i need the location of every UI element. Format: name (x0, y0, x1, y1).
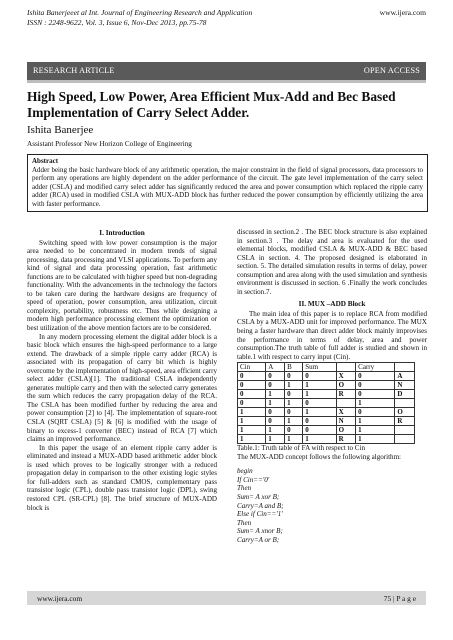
table-header-cell (336, 363, 356, 372)
table-header-row (238, 363, 415, 372)
table-row (238, 426, 415, 435)
table-row (238, 372, 415, 381)
running-header (27, 8, 426, 28)
table-header-cell: B (285, 363, 303, 372)
table-cell: 1 (356, 426, 395, 435)
table-cell: 1 (356, 417, 395, 426)
author-name: Ishita Banerjee (27, 124, 94, 136)
table-header-cell: Cin (238, 363, 266, 372)
abstract-text: Adder being the basic hardware block of any arithmetic operation, the major constraint in the field of signal processors, data processors to perform any operations are highly dependent on the adder performance of the circuit. The gate level implementation of the carry select adder (CSLA) and modified carry select adder has significantly reduced the area and power consumption which replaced the ripple carry adder (RCA) used in modified CSLA with MUX-ADD block has further reduced the power consumption by efficiently utilizing the area with faster performance. (32, 165, 423, 208)
table-cell: O (395, 408, 415, 417)
table-cell: 0 (303, 372, 336, 381)
table-cell: 1 (285, 399, 303, 408)
table-cell: X (336, 372, 356, 381)
table-header-cell: Sum (303, 363, 336, 372)
left-column (27, 228, 217, 512)
table-header-cell (395, 363, 415, 372)
table-cell: 1 (238, 426, 266, 435)
table-row (238, 417, 415, 426)
paper-title: High Speed, Low Power, Area Efficient Mux-Add and Bec Based Implementation of Carry Select Adder. (27, 89, 396, 120)
table-row (238, 399, 415, 408)
section-heading-mux-add: II. MUX –ADD Block (298, 300, 366, 309)
footer-url-link[interactable]: www.ijera.com (37, 594, 83, 603)
table-cell: 1 (238, 417, 266, 426)
table-cell: 0 (266, 408, 285, 417)
code-line: Carry=A or B; (237, 536, 280, 545)
table-cell: 1 (303, 390, 336, 399)
table-cell: 0 (285, 426, 303, 435)
code-line: begin (237, 467, 253, 476)
code-line: Then (237, 484, 252, 493)
table-cell: N (395, 381, 415, 390)
table-cell: 0 (356, 390, 395, 399)
paragraph: discussed in section.2 . The BEC block structure is also explained in section.3 . The delay and area is evaluated for the used elemental blocks, modified CSLA & MUX-ADD & BEC based CSLA in section. 4. The proposed designed is elaborated in section. 5. The detailed simulation results in terms of delay, power consumption and area along with the used simulation and synthesis environment is discussed in section. 6 .Finally the work concludes in section.7. (237, 228, 427, 296)
table-cell: 1 (303, 381, 336, 390)
table-cell: 1 (266, 435, 285, 444)
research-article-label: RESEARCH ARTICLE (33, 66, 115, 75)
open-access-label: OPEN ACCESS (363, 66, 420, 75)
paragraph: In any modern processing element the digital adder block is a basic block which ensures the high-speed performance to a large extend. The drawback of a simple ripple carry adder (RCA) is associated with its propagation of carry bit which is highly overcome by the implementation of high-speed, area efficient carry select adder (CSLA)[1]. The traditional CSLA independently generates multiple carry and then with the selected carry generates the sum which reduces the carry propagation delay of the RCA. The CSLA has been modified further by reducing the area and power consumption [2] to [4]. The implementation of square-root CSLA (SQRT CSLA) [5] & [6] is modified with the usage of binary to excess-1 converter (BEC) instead of RCA [7] which claims an improved performance. (27, 332, 217, 444)
table-cell: 0 (356, 408, 395, 417)
table-cell: 1 (356, 399, 395, 408)
table-cell: O (336, 381, 356, 390)
table-cell: 0 (303, 426, 336, 435)
table-header-cell: Carry (356, 363, 395, 372)
table-cell (395, 426, 415, 435)
table-cell: 1 (285, 435, 303, 444)
table-cell: 1 (285, 381, 303, 390)
table-cell: R (336, 435, 356, 444)
table-cell: 0 (238, 381, 266, 390)
table-cell: 1 (303, 435, 336, 444)
paragraph: The MUX-ADD concept follows the following algorithm: (237, 452, 402, 461)
table-cell (336, 399, 356, 408)
header-url-link[interactable]: www.ijera.com (379, 8, 426, 17)
table-cell: 0 (285, 408, 303, 417)
paragraph: In this paper the usage of an element ripple carry adder is eliminated and instead a MUX-ADD based arithmetic adder block is used which proves to be logically stronger with a reduced propagation delay in comparison to the other existing logic styles for full-adders such as standard CMOS, complementary pass transistor logic (CPL), double pass transistor logic (DPL), swing restored CPL (SR-CPL) [8]. The brief structure of MUX-ADD block is (27, 443, 217, 512)
table-cell: 0 (303, 399, 336, 408)
table-cell: 0 (285, 372, 303, 381)
table-cell: 0 (285, 390, 303, 399)
table-cell: 1 (238, 408, 266, 417)
issn-line: ISSN : 2248-9622, Vol. 3, Issue 6, Nov-Dec 2013, pp.75-78 (27, 18, 207, 27)
table-cell: 0 (266, 381, 285, 390)
page-number: 75 | P a g e (383, 594, 416, 603)
table-cell: 0 (238, 372, 266, 381)
table-cell: 1 (266, 390, 285, 399)
table-cell: 1 (238, 435, 266, 444)
table-cell: 1 (356, 435, 395, 444)
table-cell: 0 (238, 399, 266, 408)
code-line: Sum= A xor B; (237, 493, 280, 502)
table-cell: 1 (266, 426, 285, 435)
right-column (237, 228, 427, 545)
table-cell: X (336, 408, 356, 417)
table-cell: 0 (266, 417, 285, 426)
table-cell: 0 (238, 390, 266, 399)
table-cell: N (336, 417, 356, 426)
truth-table (237, 362, 415, 444)
table-cell: 1 (266, 399, 285, 408)
algorithm-listing (237, 467, 427, 544)
table-row (238, 408, 415, 417)
page-footer (27, 591, 426, 605)
code-line: If Cin=='0' (237, 475, 270, 484)
author-affiliation: Assistant Professor New Horizon College of Engineering (27, 140, 192, 148)
table-row (238, 435, 415, 444)
code-line: Carry=A and B; (237, 501, 284, 510)
code-line: Sum= A xnor B; (237, 527, 283, 536)
abstract-heading: Abstract (32, 157, 59, 165)
table-cell: 0 (303, 417, 336, 426)
paragraph: The main idea of this paper is to replace RCA from modified CSLA by a MUX-ADD unit for improved performance. The MUX being a faster hardware than direct adder block mainly improvises the performance in terms of delay, area and power consumption.The truth table of full adder is studied and shown in table.1 with respect to carry input (Cin). (237, 309, 427, 361)
table-cell: D (395, 390, 415, 399)
table-cell: O (336, 426, 356, 435)
table-cell: 1 (285, 417, 303, 426)
table-caption: Table.1: Truth table of FA with respect to Cin (237, 444, 365, 453)
paragraph: Switching speed with low power consumption is the major area needed to be concentrated in modern trends of signal processing, data processing and VLSI applications. To perform any kind of signal and data processing operation, fast arithmetic functions are to be calculated with higher speed but non-degrading functionality. With the advancements in the technology the factors to be taken care during the hardware designs are frequency of speed of operation, power consumption, area utilization, circuit complexity, portability, robustness etc. Thus while designing a modern high performance processing element the optimization or best utilization of the above mention factors are to be considered. (27, 238, 217, 333)
table-cell: A (395, 372, 415, 381)
table-cell (395, 399, 415, 408)
table-cell: 0 (356, 381, 395, 390)
table-cell (395, 435, 415, 444)
table-row (238, 381, 415, 390)
table-cell: 1 (303, 408, 336, 417)
code-line: Then (237, 518, 252, 527)
table-cell: 0 (356, 372, 395, 381)
table-cell: R (336, 390, 356, 399)
table-cell: R (395, 417, 415, 426)
code-line: Else if Cin=='1' (237, 510, 283, 519)
table-header-cell: A (266, 363, 285, 372)
article-type-banner (27, 62, 426, 83)
table-row (238, 390, 415, 399)
section-heading-introduction: I. Introduction (99, 229, 145, 237)
table-cell: 0 (266, 372, 285, 381)
abstract-box (27, 154, 428, 212)
journal-citation: Ishita Banerjeeet al Int. Journal of Engineering Research and Application (27, 8, 253, 17)
